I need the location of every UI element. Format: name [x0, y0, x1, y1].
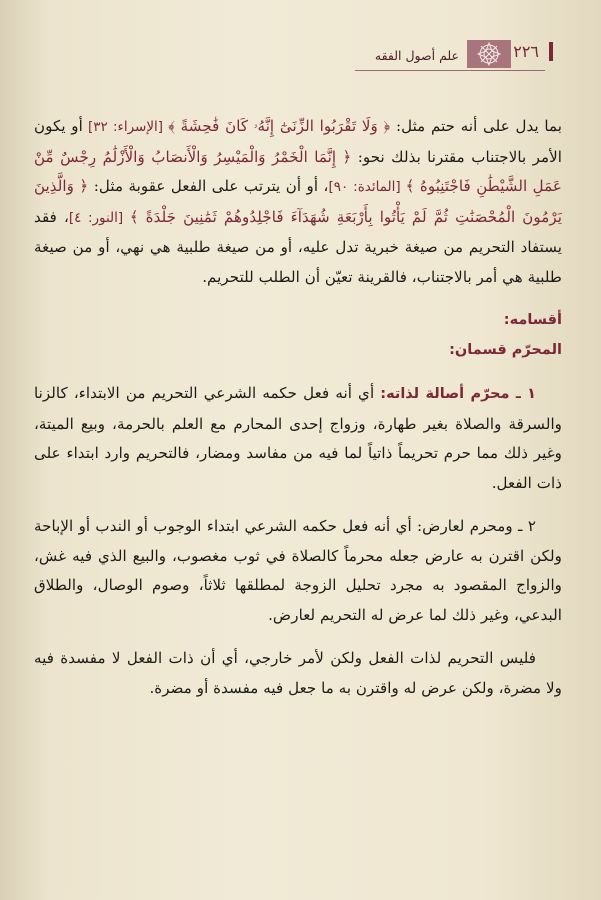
page-body — [34, 112, 562, 703]
paragraph-intro — [34, 112, 562, 292]
text-run: أو يكون الأمر بالاجتناب مقترنا بذلك نحو: — [34, 117, 562, 166]
text-run: ، أو أن يترتب على الفعل عقوبة مثل: — [88, 177, 329, 195]
running-header — [340, 38, 561, 74]
paragraph-type-one — [34, 379, 562, 498]
text-run: ، فقد يستفاد التحريم من صيغة خبرية تدل عليه، أو من صيغة طلبية هي نهي، أو من صيغة طلبية هي أمر بالاجتناب، فالقرينة تعيّن أن الطلب للتحريم. — [34, 207, 562, 286]
text-run: بما يدل على أنه حتم مثل: — [390, 117, 563, 135]
paragraph-type-two: ٢ ـ ومحرم لعارض: أي أنه فعل حكمه الشرعي ابتداء الوجوب أو الندب أو الإباحة ولكن اقترن به عارض جعله محرماً كالصلاة في ثوب مغصوب، والبيع الذي فيه غش، والزواج المقصود به مجرد تحليل الزوجة لمطلقها ثلاثاً، وصوم الوصال، والطلاق البدعي، وغير ذلك لما عرض له التحريم لعارض. — [34, 517, 562, 624]
quran-verse: ﴿ وَالَّذِينَ يَرْمُونَ الْمُحْصَنَٰتِ ثُمَّ لَمْ يَأْتُوا بِأَرْبَعَةِ شُهَدَآءَ فَاجْلِدُوهُمْ ثَمَٰنِينَ جَلْدَةً ﴾ — [34, 177, 562, 226]
ornament-emblem-icon — [467, 40, 511, 68]
section-heading: أقسامه: — [503, 312, 562, 328]
term-label: ١ ـ محرّم أصالة لذاته: — [380, 386, 537, 402]
quran-verse: ﴿ إِنَّمَا الْخَمْرُ وَالْمَيْسِرُ وَالْأَنصَابُ وَالْأَزْلَٰمُ رِجْسٌ مِّنْ عَمَلِ الشَّيْطَٰنِ فَاجْتَنِبُوهُ ﴾ — [34, 147, 562, 195]
page-number: ٢٢٦ — [513, 42, 553, 61]
header-rule — [355, 70, 545, 71]
verse-reference: [الإسراء: ٣٢] — [82, 119, 169, 135]
verse-reference: [المائدة: ٩٠] — [328, 179, 406, 195]
book-title: علم أصول الفقه — [374, 48, 459, 63]
text-run: أي أنه فعل حكمه الشرعي التحريم من الابتداء، كالزنا والسرقة والصلاة بغير طهارة، وزواج إحدى المحارم مع العلم بالحرمة، وبيع الميتة، وغير ذلك مما حرم تحريماً ذاتياً لما فيه من مفاسد ومضار، فالتحريم وارد ابتداء على ذات الفعل. — [34, 384, 562, 492]
subsection-heading: المحرّم قسمان: — [449, 341, 562, 358]
verse-reference: [النور: ٤] — [68, 209, 130, 226]
quran-verse: ﴿ وَلَا تَقْرَبُوا الزِّنَىٰٓ إِنَّهُۥ كَانَ فَٰحِشَةً ﴾ — [168, 117, 391, 135]
paragraph-conclusion: فليس التحريم لذات الفعل ولكن لأمر خارجي، أي أن ذات الفعل لا مفسدة فيه ولا مضرة، ولكن عرض له واقترن به ما جعل فيه مفسدة أو مضرة. — [34, 649, 562, 697]
